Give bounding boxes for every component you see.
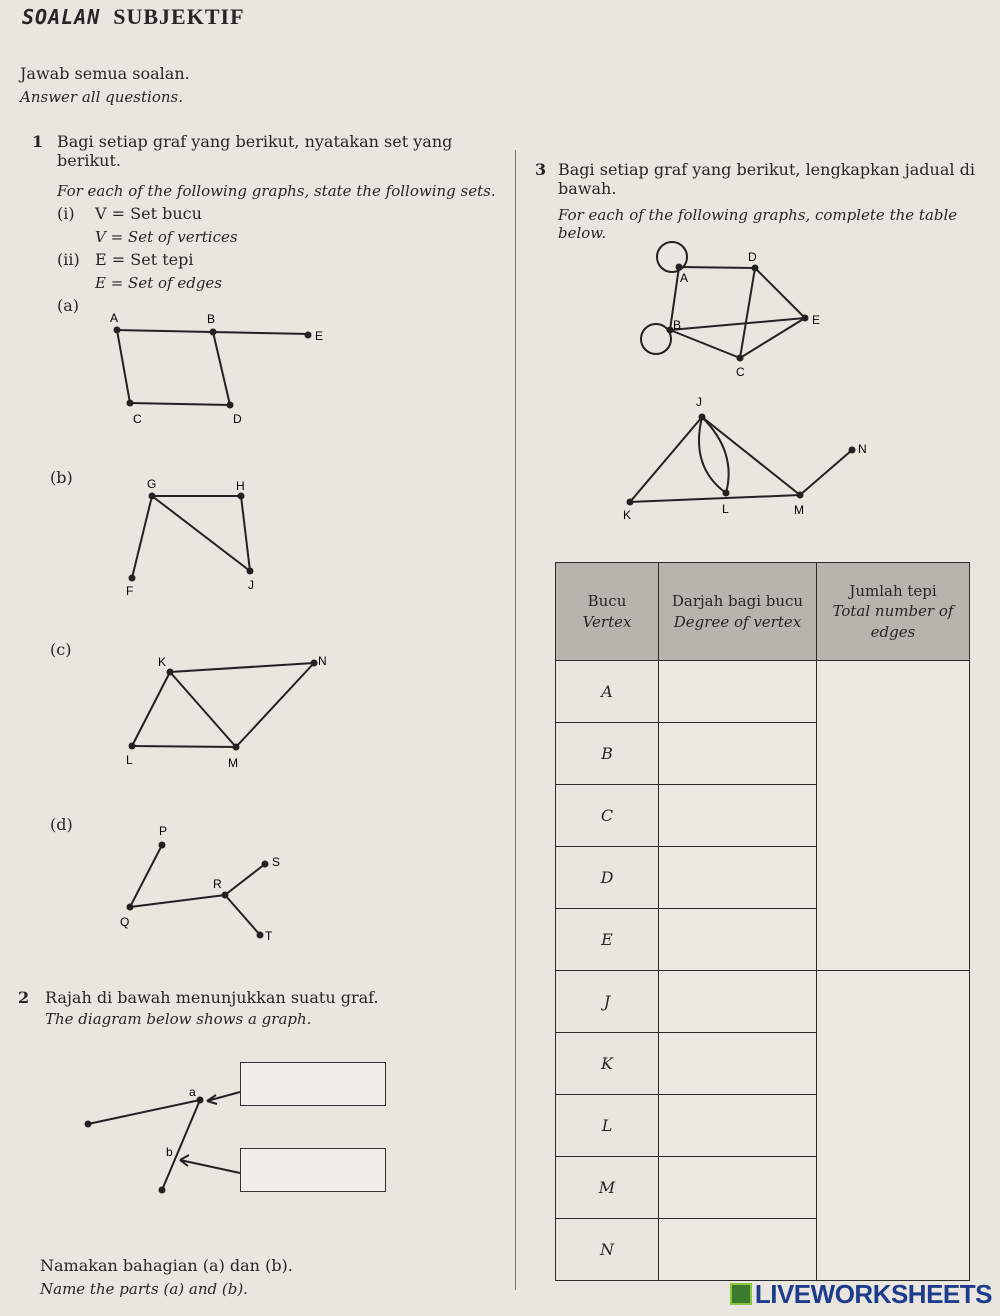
vertex-cell: D — [556, 847, 659, 909]
q3-g1-label: D — [748, 250, 757, 264]
q1-number: 1 — [32, 132, 44, 151]
q2-number: 2 — [18, 988, 30, 1007]
q3-g2-label: L — [722, 502, 729, 516]
part-d-label: (d) — [50, 815, 73, 834]
q3-g2-label: N — [858, 442, 867, 456]
q2-label-b: b — [166, 1145, 173, 1159]
q2-text-malay: Rajah di bawah menunjukkan suatu graf. — [45, 988, 379, 1007]
graph-a-label: B — [207, 312, 216, 326]
vertex-cell: C — [556, 785, 659, 847]
graph-b-label: J — [248, 578, 254, 592]
graph-d-label: S — [272, 855, 281, 869]
graph-a-label: E — [315, 329, 324, 343]
table-row — [556, 661, 970, 723]
vertex-cell: K — [556, 1033, 659, 1095]
answer-box-a[interactable] — [240, 1062, 386, 1106]
liveworksheets-logo: LIVEWORKSHEETS — [730, 1279, 992, 1310]
q1-text-malay: Bagi setiap graf yang berikut, nyatakan set yang berikut. — [57, 132, 453, 170]
q3-g1-label: A — [680, 271, 689, 285]
q3-text-malay: Bagi setiap graf yang berikut, lengkapkan jadual di bawah. — [558, 160, 975, 198]
vertex-cell: M — [556, 1157, 659, 1219]
table-row — [556, 971, 970, 1033]
degree-input-l[interactable] — [659, 1095, 817, 1157]
graph-a — [100, 305, 340, 430]
graph-c-label: L — [126, 753, 133, 767]
q2-label-a: a — [189, 1085, 196, 1099]
q2-ask-english: Name the parts (a) and (b). — [40, 1280, 248, 1298]
graph-b — [120, 475, 270, 600]
graph-b-label: H — [236, 479, 245, 493]
vertex-cell: N — [556, 1219, 659, 1281]
instruction-english: Answer all questions. — [20, 88, 183, 106]
graph-a-label: A — [110, 311, 119, 325]
table-header-row — [556, 563, 970, 661]
graph-a-label: D — [233, 412, 242, 426]
q1-ii-malay: E = Set tepi — [95, 250, 194, 269]
header-degree: Darjah bagi bucu Degree of vertex — [659, 563, 817, 661]
q3-graph-2 — [615, 392, 875, 522]
q1-i-english: V = Set of vertices — [95, 228, 238, 246]
instruction-malay: Jawab semua soalan. — [20, 64, 190, 83]
q1-i-malay: V = Set bucu — [95, 204, 202, 223]
degree-input-a[interactable] — [659, 661, 817, 723]
vertex-cell: B — [556, 723, 659, 785]
q3-g1-label: E — [812, 313, 821, 327]
section-banner: SOALAN SUBJEKTIF — [22, 4, 245, 29]
part-b-label: (b) — [50, 468, 73, 487]
graph-d-label: R — [213, 877, 222, 891]
header-total: Jumlah tepi Total number of edges — [817, 563, 970, 661]
q1-text-english: For each of the following graphs, state the following sets. — [57, 182, 496, 200]
graph-c-label: N — [318, 654, 327, 668]
vertex-cell: A — [556, 661, 659, 723]
graph-d-label: T — [265, 929, 273, 943]
total-edges-input-graph1[interactable] — [817, 661, 970, 971]
vertex-cell: L — [556, 1095, 659, 1157]
degree-input-m[interactable] — [659, 1157, 817, 1219]
degree-table — [555, 562, 970, 1281]
q3-number: 3 — [535, 160, 547, 179]
q2-graph — [80, 1080, 250, 1200]
q2-ask-malay: Namakan bahagian (a) dan (b). — [40, 1256, 293, 1275]
part-c-label: (c) — [50, 640, 72, 659]
graph-a-label: C — [133, 412, 142, 426]
degree-input-j[interactable] — [659, 971, 817, 1033]
degree-input-n[interactable] — [659, 1219, 817, 1281]
graph-b-label: G — [147, 477, 157, 491]
q3-g1-label: C — [736, 365, 745, 379]
total-edges-input-graph2[interactable] — [817, 971, 970, 1281]
degree-input-k[interactable] — [659, 1033, 817, 1095]
header-vertex: Bucu Vertex — [556, 563, 659, 661]
q3-g2-label: K — [623, 508, 632, 522]
q1-i-label: (i) — [57, 204, 75, 223]
vertex-cell: J — [556, 971, 659, 1033]
graph-c-label: M — [228, 756, 238, 770]
graph-c-label: K — [158, 655, 167, 669]
graph-b-label: F — [126, 584, 134, 598]
degree-input-b[interactable] — [659, 723, 817, 785]
graph-d-label: P — [159, 824, 168, 838]
q3-g1-label: B — [673, 318, 682, 332]
graph-d — [115, 822, 295, 947]
degree-input-e[interactable] — [659, 909, 817, 971]
graph-c — [118, 650, 338, 775]
q1-ii-english: E = Set of edges — [95, 274, 223, 292]
q1-ii-label: (ii) — [57, 250, 80, 269]
q3-text-english: For each of the following graphs, complete the table below. — [558, 206, 958, 242]
q2-text-english: The diagram below shows a graph. — [45, 1010, 312, 1028]
part-a-label: (a) — [57, 296, 80, 315]
vertex-cell: E — [556, 909, 659, 971]
answer-box-b[interactable] — [240, 1148, 386, 1192]
graph-d-label: Q — [120, 915, 130, 929]
degree-input-d[interactable] — [659, 847, 817, 909]
q3-g2-label: J — [696, 395, 702, 409]
column-divider — [515, 150, 516, 1290]
q3-graph-1 — [630, 238, 840, 383]
degree-input-c[interactable] — [659, 785, 817, 847]
q3-g2-label: M — [794, 503, 804, 517]
logo-icon — [730, 1283, 752, 1305]
